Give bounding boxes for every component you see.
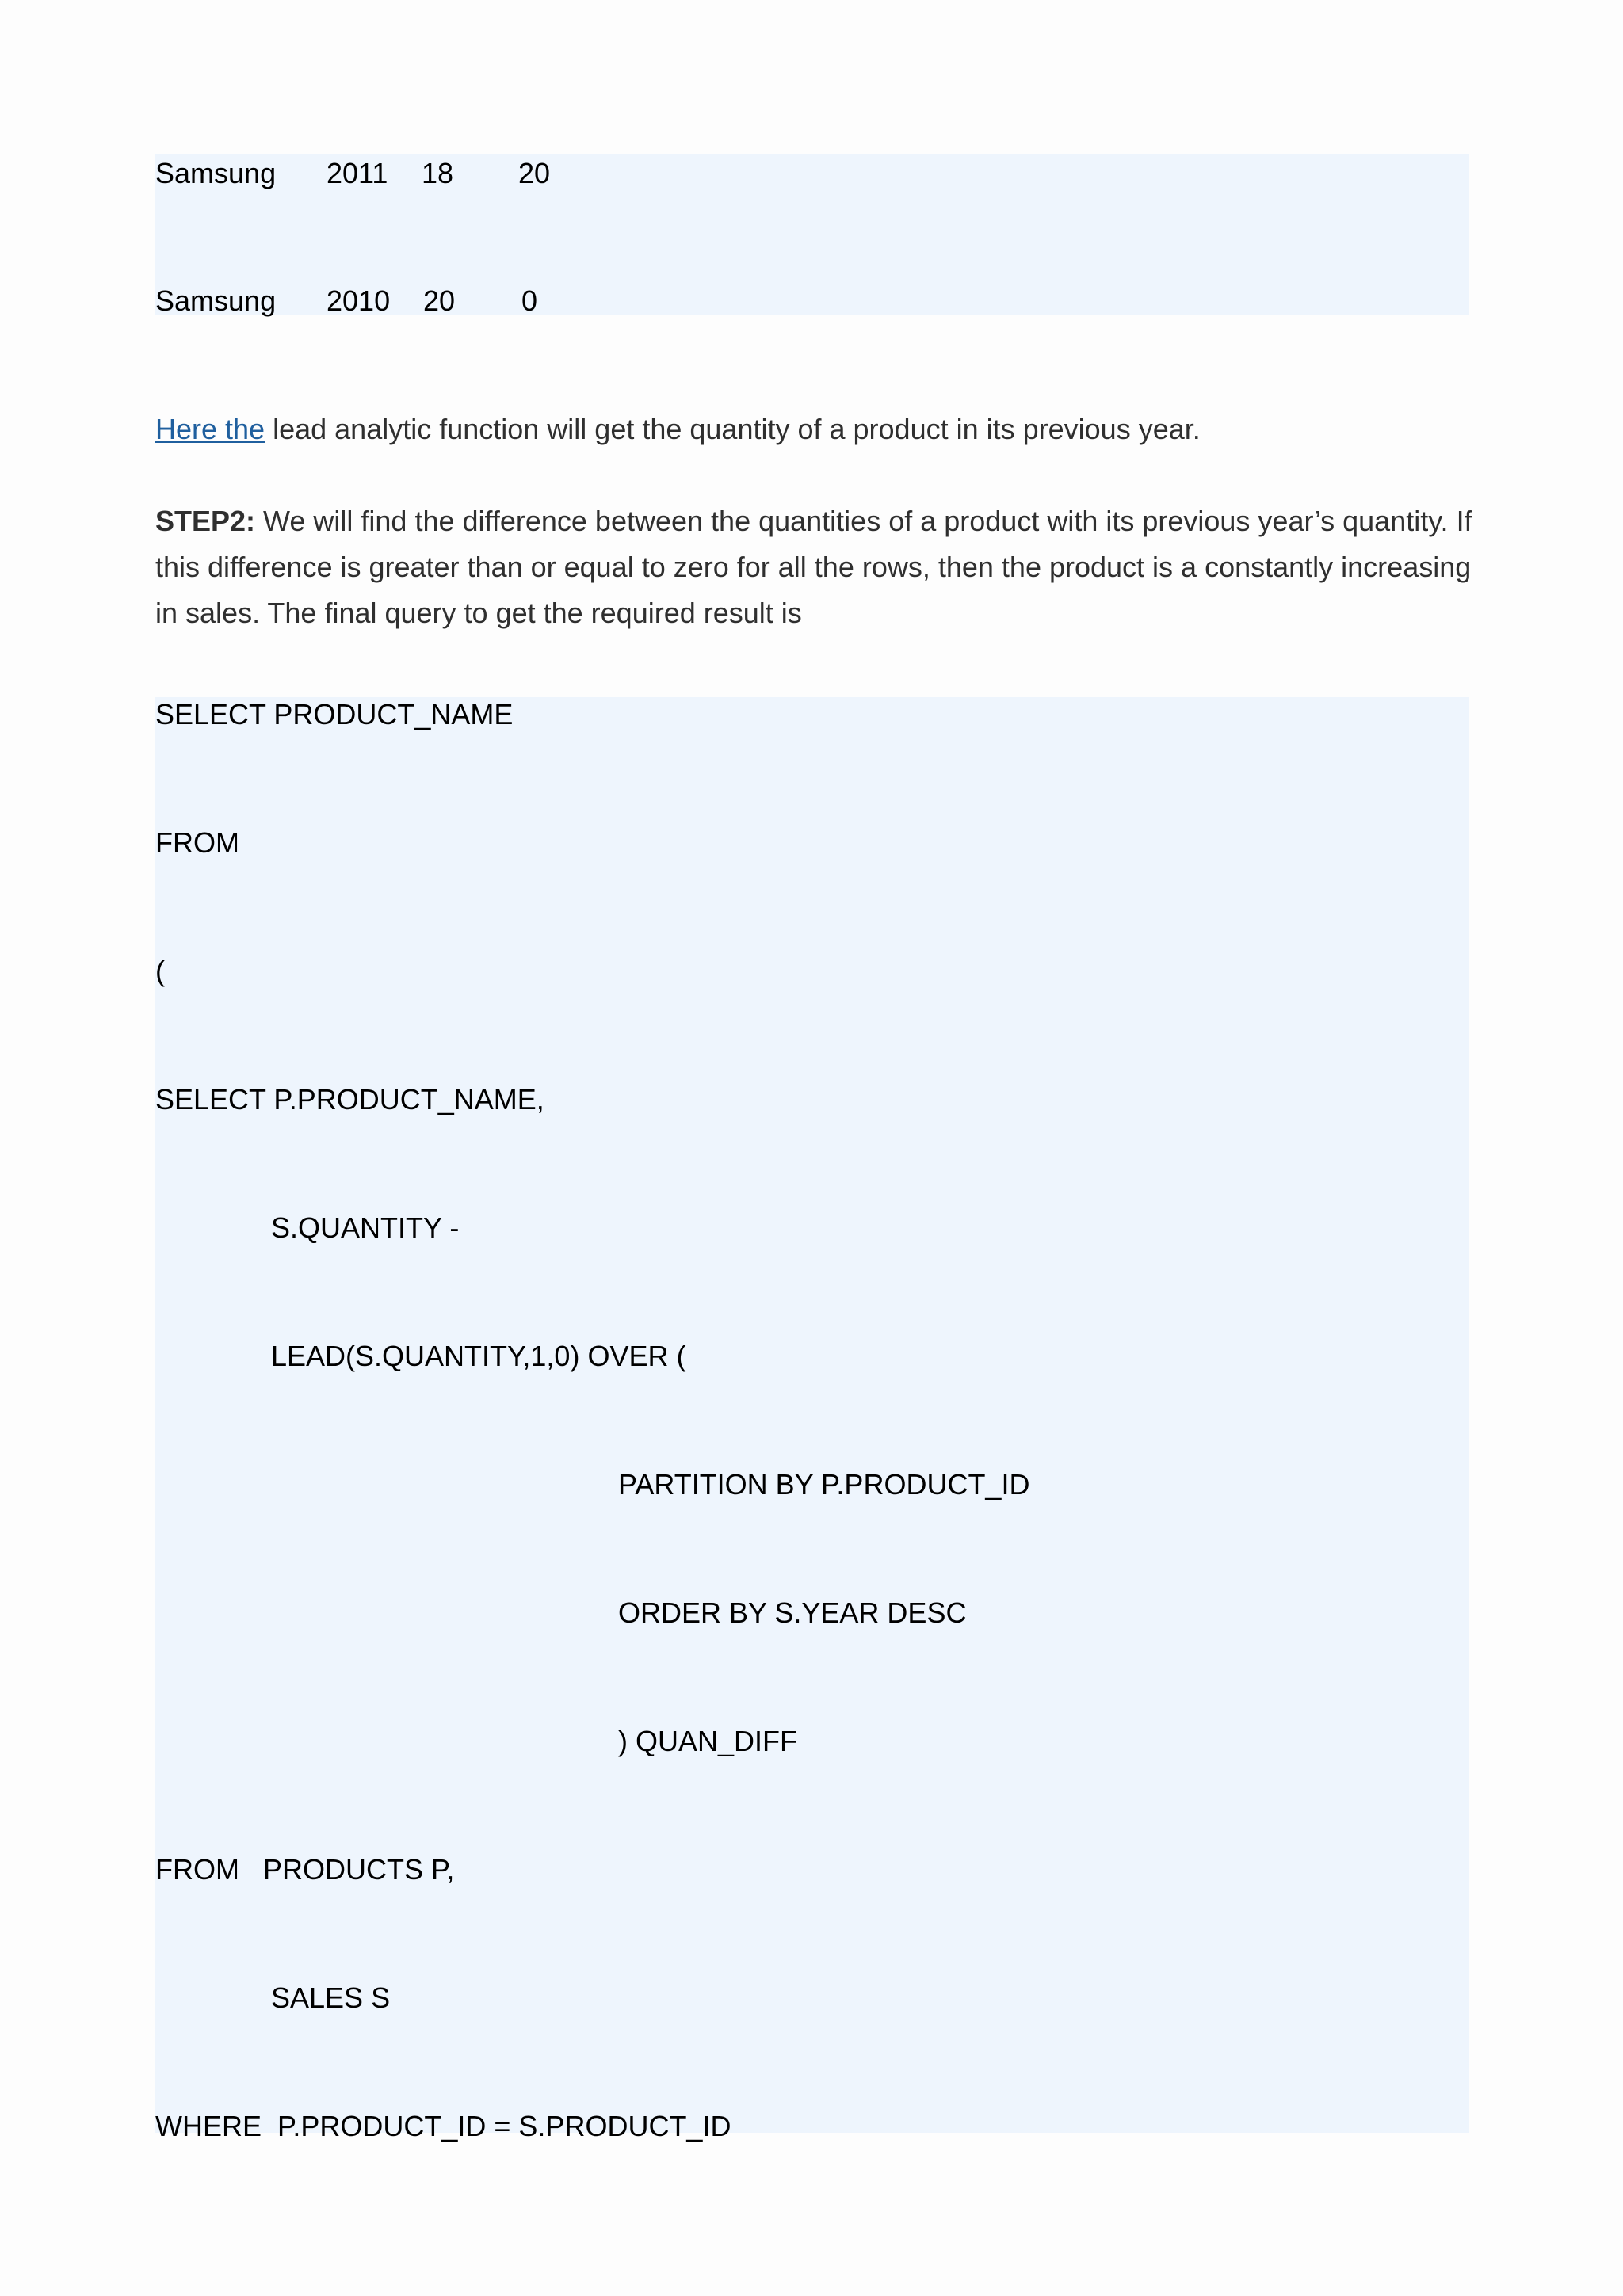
here-the-link[interactable]: Here the [155,413,265,445]
step2-paragraph [155,498,1487,636]
sql-line: WHERE P.PRODUCT_ID = S.PRODUCT_ID [155,2110,731,2142]
sql-line: ) QUAN_DIFF [618,1725,798,1757]
sql-line: ( [155,955,165,987]
product-cell: Samsung [155,284,277,317]
year-cell: 2010 [327,284,391,317]
sql-code-block [155,697,1469,2133]
step2-text: We will find the difference between the quantities of a product with its previous year’s quantity. If this difference is greater than or equal to zero for all the rows, then the product is a constantly increasing in sales. The final query to get the required result is [155,505,1472,629]
sql-line: FROM PRODUCTS P, [155,1853,455,1886]
product-cell: Samsung [155,157,277,189]
sql-line: ORDER BY S.YEAR DESC [618,1596,967,1629]
sql-line: SALES S [271,1981,391,2014]
explanation-text: lead analytic function will get the quantity of a product in its previous year. [265,413,1201,445]
table-row [155,284,538,318]
sql-line: S.QUANTITY - [271,1211,460,1244]
sql-line: SELECT PRODUCT_NAME [155,698,514,730]
quantity-cell: 20 [423,284,456,317]
quantity-cell: 18 [422,157,454,189]
sql-line: LEAD(S.QUANTITY,1,0) OVER ( [271,1340,686,1372]
lead-quantity-cell: 0 [521,284,538,317]
lead-quantity-cell: 20 [518,157,551,189]
table-row [155,156,551,191]
explanation-paragraph [155,406,1487,452]
sql-line: FROM [155,826,239,859]
step2-label: STEP2: [155,505,256,537]
year-cell: 2011 [327,157,388,189]
sql-line: PARTITION BY P.PRODUCT_ID [618,1468,1030,1501]
sql-line: SELECT P.PRODUCT_NAME, [155,1083,544,1116]
